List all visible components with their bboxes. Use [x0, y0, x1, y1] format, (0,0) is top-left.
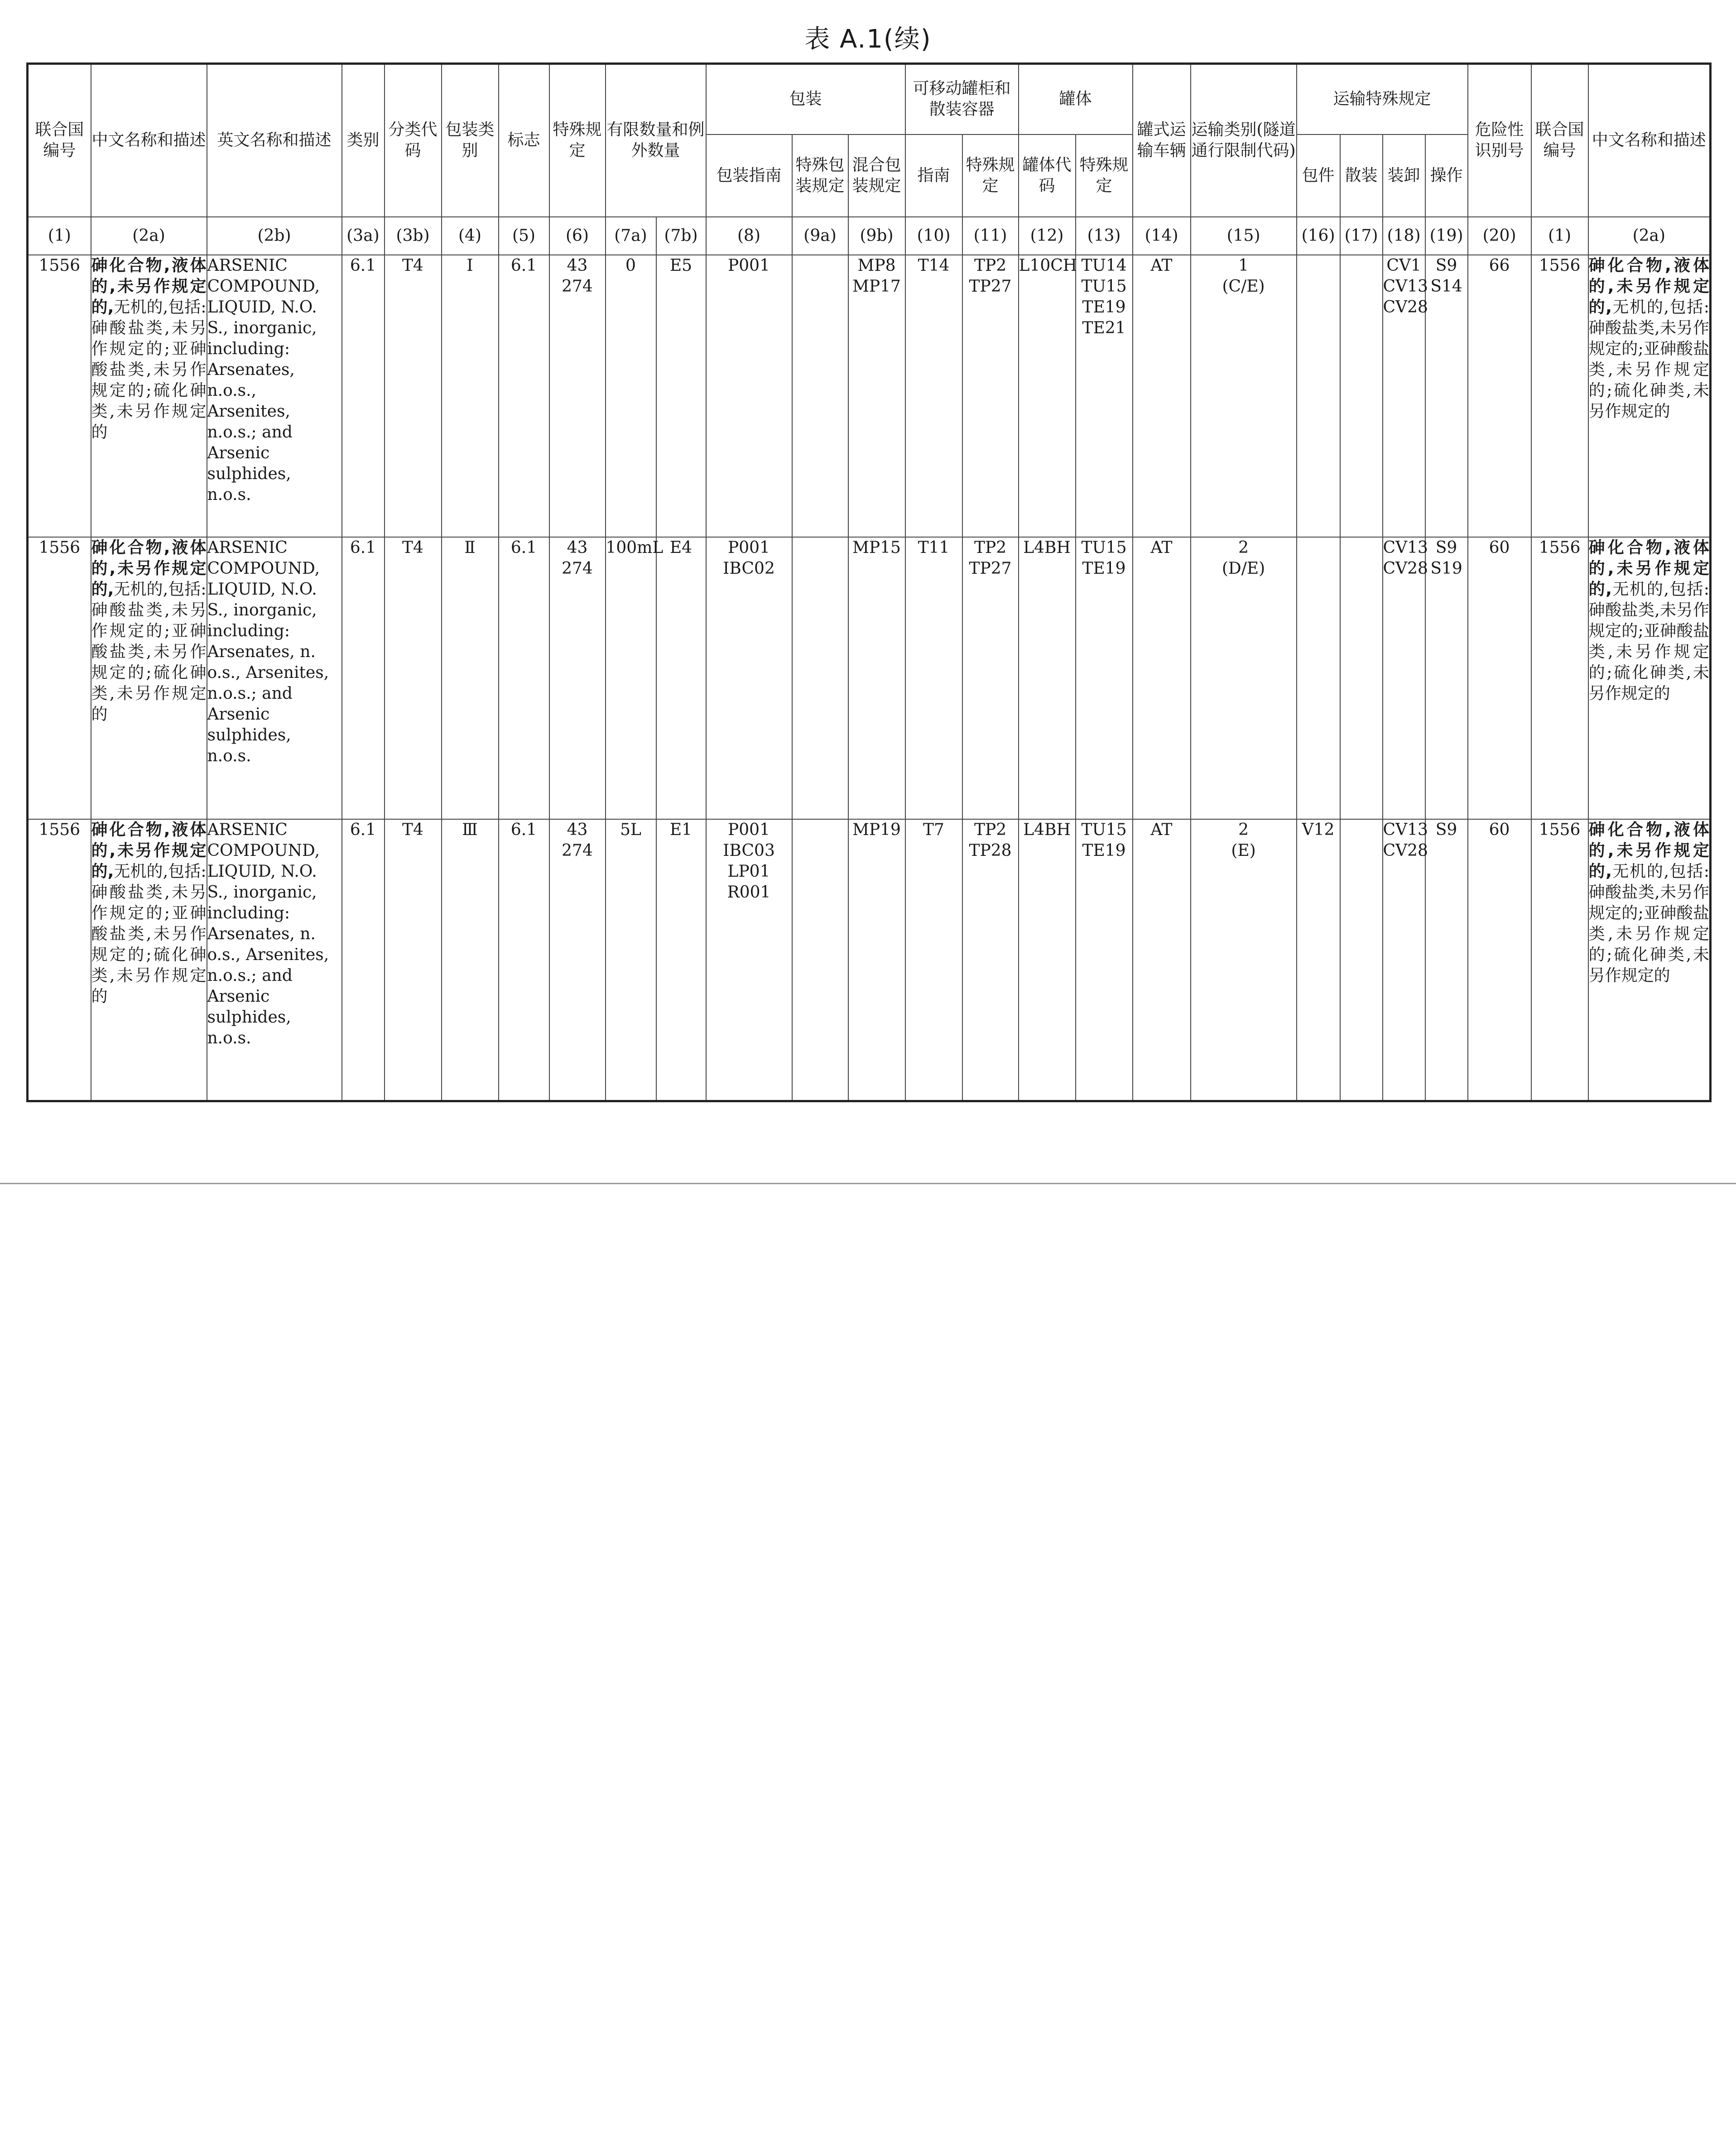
special-provisions [549, 537, 606, 819]
header-portable-tank: 可移动罐柜和散装容器 [905, 64, 1019, 134]
cell-line: including: [207, 621, 290, 640]
page-divider [0, 1183, 1736, 1184]
un-number-2: 1556 [1531, 537, 1588, 819]
header-special-provisions: 特殊规定 [549, 64, 606, 217]
tank-special [1076, 537, 1133, 819]
name-en [207, 537, 342, 819]
cell-line: P001 [728, 256, 770, 275]
portable-tank-special [962, 819, 1019, 1101]
limited-quantity: 5L [606, 819, 656, 1101]
name-cn-bold: 砷化合物,液体的,未另作规定的, [91, 256, 207, 317]
tank-code [1019, 255, 1076, 537]
excepted-quantity: E1 [656, 819, 706, 1101]
header-label: 标志 [499, 64, 549, 217]
header-tank-code: 罐体代码 [1019, 134, 1076, 217]
ts-bulk [1340, 819, 1383, 1101]
packing-instruction [706, 819, 792, 1101]
class: 6.1 [342, 255, 385, 537]
tank-special [1076, 819, 1133, 1101]
ts-loading [1383, 537, 1428, 819]
tank-code [1019, 819, 1076, 1101]
column-number: (11) [962, 217, 1019, 255]
cell-line: P001 [728, 538, 770, 557]
cell-line: S., inorganic, [207, 600, 317, 619]
column-number: (7b) [656, 217, 706, 255]
column-number: (8) [706, 217, 792, 255]
cell-line: TU14 [1081, 256, 1127, 275]
cell-line: MP19 [852, 820, 901, 839]
cell-line: TP27 [969, 277, 1012, 296]
hazard-id: 66 [1468, 255, 1531, 537]
header-un-no-2: 联合国编号 [1531, 64, 1588, 217]
cell-line: CV13 [1383, 820, 1428, 839]
column-number: (12) [1019, 217, 1076, 255]
special-provisions [549, 255, 606, 537]
header-tank-vehicle: 罐式运输车辆 [1133, 64, 1191, 217]
header-transport-category: 运输类别(隧道通行限制代码) [1191, 64, 1297, 217]
cell-line: LIQUID, N.O. [207, 862, 317, 881]
column-number: (17) [1340, 217, 1383, 255]
cell-line: TU15 [1081, 538, 1127, 557]
column-number: (2a) [91, 217, 207, 255]
name-cn-bold: 砷化合物,液体的,未另作规定的, [1588, 538, 1710, 599]
tank-vehicle: AT [1133, 819, 1191, 1101]
class: 6.1 [342, 537, 385, 819]
header-ts-loading: 装卸 [1383, 134, 1425, 217]
cell-line: n.o.s.; and [207, 684, 293, 703]
cell-line: ARSENIC [207, 538, 288, 557]
cell-line: TP2 [974, 538, 1007, 557]
un-number-2: 1556 [1531, 819, 1588, 1101]
column-number: (1) [28, 217, 91, 255]
ts-bulk [1340, 537, 1383, 819]
un-number-2: 1556 [1531, 255, 1588, 537]
cell-line: LP01 [727, 862, 770, 881]
label: 6.1 [499, 819, 549, 1101]
ts-package [1297, 819, 1340, 1101]
cell-line: CV13 [1383, 277, 1428, 296]
cell-line: 2 [1238, 820, 1249, 839]
column-number-row [28, 217, 1711, 255]
column-number: (16) [1297, 217, 1340, 255]
header-ts-package: 包件 [1297, 134, 1340, 217]
cell-line: sulphides, [207, 725, 291, 744]
ts-bulk [1340, 255, 1383, 537]
cell-line: 274 [562, 559, 593, 578]
cell-line: Arsenites, [207, 402, 290, 421]
cell-line: 2 [1238, 538, 1249, 557]
name-cn-rest: 无机的,包括:砷酸盐类,未另作规定的;亚砷酸盐类,未另作规定的;硫化砷类,未另作规定的 [91, 580, 207, 724]
name-en [207, 255, 342, 537]
column-number: (14) [1133, 217, 1191, 255]
header-class-code: 分类代码 [385, 64, 442, 217]
cell-line: TE21 [1082, 318, 1126, 337]
portable-tank-instruction [905, 255, 962, 537]
packing-instruction [706, 537, 792, 819]
cell-line: o.s., Arsenites, [207, 663, 329, 682]
ts-operation [1425, 819, 1468, 1101]
ts-operation [1425, 537, 1468, 819]
name-cn [91, 255, 207, 537]
transport-category [1191, 255, 1297, 537]
cell-line: TP2 [974, 820, 1007, 839]
name-cn-rest: 无机的,包括:砷酸盐类,未另作规定的;亚砷酸盐类,未另作规定的;硫化砷类,未另作规定的 [1588, 298, 1710, 421]
cell-line: o.s., Arsenites, [207, 945, 329, 964]
un-number: 1556 [28, 255, 91, 537]
cell-line: T7 [923, 820, 944, 839]
tank-vehicle: AT [1133, 537, 1191, 819]
column-number: (4) [442, 217, 499, 255]
table-row [28, 819, 1711, 1101]
cell-line: 1 [1238, 256, 1249, 275]
name-cn-2 [1588, 537, 1711, 819]
hazard-id: 60 [1468, 819, 1531, 1101]
portable-tank-instruction [905, 537, 962, 819]
cell-line: S9 [1435, 256, 1457, 275]
name-cn-2 [1588, 819, 1711, 1101]
cell-line: R001 [727, 883, 771, 902]
cell-line: Arsenic [207, 705, 270, 724]
column-number: (3a) [342, 217, 385, 255]
tank-code [1019, 537, 1076, 819]
cell-line: T11 [918, 538, 950, 557]
limited-quantity: 100mL [606, 537, 656, 819]
cell-line: IBC02 [723, 559, 775, 578]
cell-line: 274 [562, 277, 593, 296]
table-title: 表 A.1(续) [804, 24, 932, 54]
cell-line: L4BH [1023, 820, 1071, 839]
mixed-packing [848, 819, 905, 1101]
cell-line: CV28 [1383, 559, 1428, 578]
header-name-cn: 中文名称和描述 [91, 64, 207, 217]
hazard-id: 60 [1468, 537, 1531, 819]
cell-line: TE19 [1082, 841, 1126, 860]
special-provisions [549, 819, 606, 1101]
name-cn-bold: 砷化合物,液体的,未另作规定的, [91, 538, 207, 599]
un-number: 1556 [28, 537, 91, 819]
label: 6.1 [499, 537, 549, 819]
ts-loading [1383, 255, 1428, 537]
class-code: T4 [385, 537, 442, 819]
header-hazard-id: 危险性识别号 [1468, 64, 1531, 217]
cell-line: S9 [1435, 538, 1457, 557]
cell-line: S., inorganic, [207, 318, 317, 337]
ts-package [1297, 255, 1340, 537]
cell-line: sulphides, [207, 464, 291, 483]
ts-package [1297, 537, 1340, 819]
portable-tank-special [962, 255, 1019, 537]
ts-operation [1425, 255, 1468, 537]
cell-line: LIQUID, N.O. [207, 580, 317, 599]
cell-line: 274 [562, 841, 593, 860]
cell-line: n.o.s.; and [207, 423, 293, 442]
cell-line: IBC03 [723, 841, 775, 860]
cell-line: V12 [1302, 820, 1335, 839]
cell-line: T14 [918, 256, 950, 275]
special-packing [792, 255, 848, 537]
portable-tank-instruction [905, 819, 962, 1101]
class-code: T4 [385, 255, 442, 537]
cell-line: ARSENIC [207, 820, 288, 839]
column-number: (10) [905, 217, 962, 255]
portable-tank-special [962, 537, 1019, 819]
cell-line: n.o.s.; and [207, 966, 293, 985]
ts-loading [1383, 819, 1428, 1101]
cell-line: LIQUID, N.O. [207, 298, 317, 317]
column-number: (5) [499, 217, 549, 255]
cell-line: n.o.s. [207, 746, 251, 765]
class-code: T4 [385, 819, 442, 1101]
cell-line: (E) [1231, 841, 1256, 860]
header-limited-quantity: 有限数量和例外数量 [606, 64, 706, 217]
header-name-cn-2: 中文名称和描述 [1588, 64, 1711, 217]
packing-group: I [442, 255, 499, 537]
header-portable-tank-special: 特殊规定 [962, 134, 1019, 217]
packing-instruction [706, 255, 792, 537]
excepted-quantity: E5 [656, 255, 706, 537]
column-number: (19) [1425, 217, 1468, 255]
cell-line: L4BH [1023, 538, 1071, 557]
cell-line: sulphides, [207, 1008, 291, 1027]
name-en [207, 819, 342, 1101]
transport-category [1191, 537, 1297, 819]
header-portable-tank-instruction: 指南 [905, 134, 962, 217]
class: 6.1 [342, 819, 385, 1101]
name-cn-2 [1588, 255, 1711, 537]
cell-line: S., inorganic, [207, 883, 317, 902]
header-un-no: 联合国编号 [28, 64, 91, 217]
excepted-quantity: E4 [656, 537, 706, 819]
cell-line: Arsenic [207, 987, 270, 1006]
name-cn-rest: 无机的,包括:砷酸盐类,未另作规定的;亚砷酸盐类,未另作规定的;硫化砷类,未另作规定的 [1588, 862, 1710, 985]
name-cn-bold: 砷化合物,液体的,未另作规定的, [1588, 256, 1710, 317]
column-number: (3b) [385, 217, 442, 255]
cell-line: (C/E) [1222, 277, 1265, 296]
cell-line: ARSENIC [207, 256, 288, 275]
cell-line: S19 [1430, 559, 1462, 578]
special-packing [792, 537, 848, 819]
column-number: (2b) [207, 217, 342, 255]
column-number: (7a) [606, 217, 656, 255]
cell-line: including: [207, 339, 290, 358]
cell-line: TU15 [1081, 820, 1127, 839]
cell-line: 43 [567, 256, 588, 275]
column-number: (6) [549, 217, 606, 255]
header-tank: 罐体 [1019, 64, 1133, 134]
header-ts-operation: 操作 [1425, 134, 1468, 217]
cell-line: COMPOUND, [207, 277, 320, 296]
cell-line: L10CH [1019, 256, 1077, 275]
cell-line: TE19 [1082, 298, 1126, 317]
mixed-packing [848, 537, 905, 819]
cell-line: TP27 [969, 559, 1012, 578]
tank-special [1076, 255, 1133, 537]
name-cn-rest: 无机的,包括:砷酸盐类,未另作规定的;亚砷酸盐类,未另作规定的;硫化砷类,未另作规定的 [91, 862, 207, 1006]
cell-line: 43 [567, 820, 588, 839]
cell-line: (D/E) [1221, 559, 1265, 578]
cell-line: CV28 [1383, 298, 1428, 317]
cell-line: Arsenates, [207, 360, 295, 379]
column-number: (18) [1383, 217, 1425, 255]
name-cn-bold: 砷化合物,液体的,未另作规定的, [91, 820, 207, 881]
cell-line: COMPOUND, [207, 841, 320, 860]
name-cn [91, 537, 207, 819]
label: 6.1 [499, 255, 549, 537]
header-mixed-packing: 混合包装规定 [848, 134, 905, 217]
cell-line: including: [207, 903, 290, 922]
cell-line: TE19 [1082, 559, 1126, 578]
cell-line: TP2 [974, 256, 1007, 275]
limited-quantity: 0 [606, 255, 656, 537]
packing-group: Ⅱ [442, 537, 499, 819]
transport-category [1191, 819, 1297, 1101]
cell-line: Arsenic [207, 443, 270, 462]
column-number: (9b) [848, 217, 905, 255]
column-number: (20) [1468, 217, 1531, 255]
column-number: (15) [1191, 217, 1297, 255]
un-number: 1556 [28, 819, 91, 1101]
name-cn-rest: 无机的,包括:砷酸盐类,未另作规定的;亚砷酸盐类,未另作规定的;硫化砷类,未另作规定的 [91, 298, 207, 442]
cell-line: Arsenates, n. [207, 924, 316, 943]
header-packing-group: 包装类别 [442, 64, 499, 217]
mixed-packing [848, 255, 905, 537]
name-cn-rest: 无机的,包括:砷酸盐类,未另作规定的;亚砷酸盐类,未另作规定的;硫化砷类,未另作规定的 [1588, 580, 1710, 703]
column-number: (13) [1076, 217, 1133, 255]
dangerous-goods-table [26, 62, 1712, 1102]
header-tank-special: 特殊规定 [1076, 134, 1133, 217]
table-row [28, 537, 1711, 819]
cell-line: n.o.s., [207, 381, 256, 400]
cell-line: CV1 [1386, 256, 1421, 275]
packing-group: Ⅲ [442, 819, 499, 1101]
header-name-en: 英文名称和描述 [207, 64, 342, 217]
header-transport-special: 运输特殊规定 [1297, 64, 1468, 134]
header-special-packing: 特殊包装规定 [792, 134, 848, 217]
header-ts-bulk: 散装 [1340, 134, 1383, 217]
name-cn-bold: 砷化合物,液体的,未另作规定的, [1588, 820, 1710, 881]
cell-line: Arsenates, n. [207, 642, 316, 661]
cell-line: n.o.s. [207, 1028, 251, 1047]
cell-line: MP17 [852, 277, 901, 296]
cell-line: P001 [728, 820, 770, 839]
table-row [28, 255, 1711, 537]
header-packing-instruction: 包装指南 [706, 134, 792, 217]
cell-line: CV28 [1383, 841, 1428, 860]
cell-line: MP15 [852, 538, 901, 557]
column-number: (2a) [1588, 217, 1711, 255]
cell-line: COMPOUND, [207, 559, 320, 578]
cell-line: 43 [567, 538, 588, 557]
column-number: (1) [1531, 217, 1588, 255]
cell-line: TU15 [1081, 277, 1127, 296]
cell-line: CV13 [1383, 538, 1428, 557]
tank-vehicle: AT [1133, 255, 1191, 537]
name-cn [91, 819, 207, 1101]
cell-line: S9 [1435, 820, 1457, 839]
cell-line: MP8 [857, 256, 896, 275]
cell-line: n.o.s. [207, 485, 251, 504]
column-number: (9a) [792, 217, 848, 255]
cell-line: TP28 [969, 841, 1012, 860]
special-packing [792, 819, 848, 1101]
header-class: 类别 [342, 64, 385, 217]
header-packing: 包装 [706, 64, 905, 134]
cell-line: S14 [1430, 277, 1462, 296]
